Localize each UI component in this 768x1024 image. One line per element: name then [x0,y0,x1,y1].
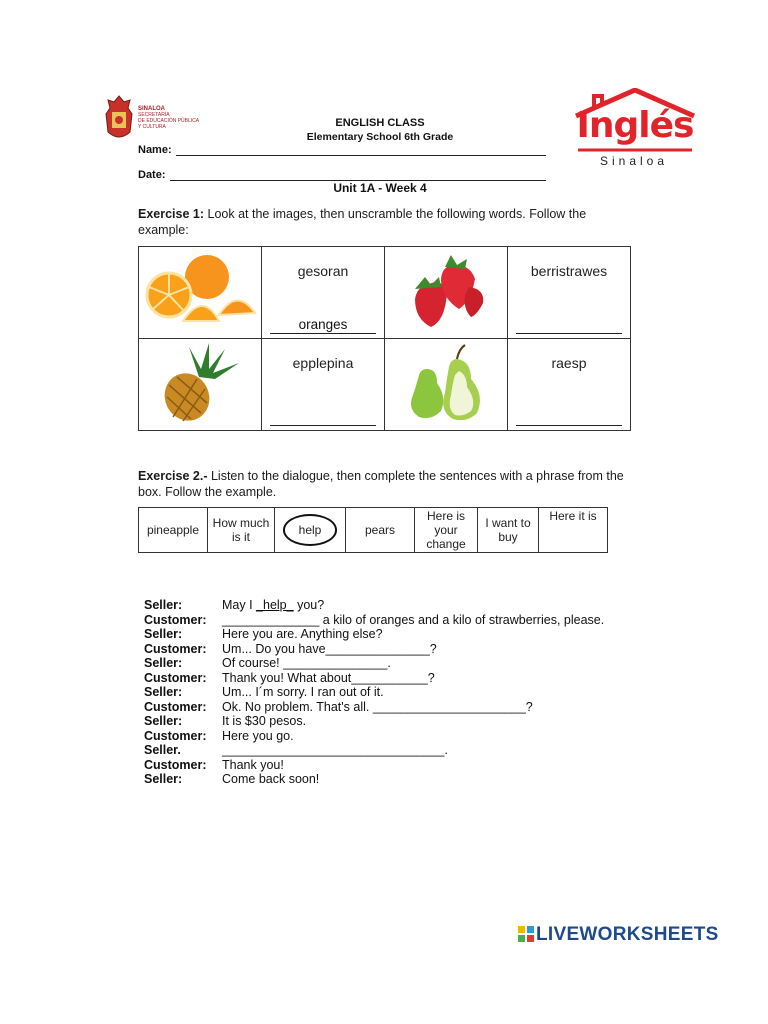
class-title: ENGLISH CLASS [335,117,425,129]
seal-line: Y CULTURA [138,124,166,130]
class-subtitle: Elementary School 6th Grade [306,131,454,143]
exercise1-instructions [138,206,638,238]
dialogue-line [144,598,604,613]
phrase-item: pears [346,508,415,553]
exercise1-table [138,246,631,431]
line-text: Here you are. Anything else? [222,627,383,641]
phrase-box [138,507,608,553]
speaker: Seller: [144,598,183,612]
answer-field[interactable] [270,409,376,426]
exercise1-text: Look at the images, then unscramble the following words. Follow the example: [138,207,587,237]
dialogue-line [144,758,604,773]
speaker: Seller: [144,714,183,728]
word-cell [508,247,631,339]
word-cell [508,339,631,431]
speaker: Seller: [144,685,183,699]
dialogue-line [144,714,604,729]
strawberry-image [385,247,507,333]
line-text[interactable] [222,613,604,628]
seal-line: SECRETARÍA [138,112,170,118]
dialogue-line [144,700,604,715]
exercise2-label: Exercise 2.- [138,469,208,483]
speaker: Customer: [144,728,207,743]
line-text[interactable]: Ok. No problem. That's all. ______________________? [222,699,533,714]
phrase-item: How much is it [208,508,275,553]
unit-heading: Unit 1A - Week 4 [333,181,427,195]
dialogue-line [144,671,604,686]
speaker: Seller. [144,743,181,757]
dialogue-line [144,656,604,671]
orange-image [139,247,261,333]
speaker: Seller: [144,627,183,641]
line-text[interactable]: ________________________________. [222,743,448,757]
dialogue-line [144,729,604,744]
speaker: Customer: [144,612,207,627]
line-text: Here you go. [222,728,294,743]
line-text: Thank you! [222,757,284,772]
speaker: Seller: [144,656,183,670]
dialogue-line [144,613,604,628]
exercise1-label: Exercise 1: [138,207,205,221]
phrase-item: Here is your change [415,508,478,553]
phrase-item-circled [275,508,346,553]
line-before: May I [222,598,257,612]
exercise2-instructions [138,468,638,500]
pear-image [385,339,507,425]
speaker: Customer: [144,699,207,714]
sinaloa-seal-icon [104,94,134,142]
phrase-item: pineapple [139,508,208,553]
line-text [222,598,324,613]
example-answer: _help_ [256,598,294,612]
liveworksheets-text: LIVEWORKSHEETS [536,924,719,945]
answer-field[interactable] [516,409,622,426]
seal-line: DE EDUCACIÓN PÚBLICA [138,118,200,124]
line-after: you? [293,598,325,612]
phrase-item: Here it is [539,508,608,553]
line-text: Um... I´m sorry. I ran out of it. [222,685,384,699]
name-field[interactable] [176,155,546,156]
pear-cell [385,339,508,431]
orange-cell [139,247,262,339]
pineapple-image [139,339,261,425]
dialogue-line [144,642,604,657]
dialogue-line [144,743,604,758]
exercise2-text: Listen to the dialogue, then complete the sentences with a phrase from the box. Follow the example. [138,469,624,499]
ingles-logo-text: Inglés [576,105,694,146]
word-cell [262,339,385,431]
liveworksheets-icon [518,926,534,942]
pineapple-cell [139,339,262,431]
speaker: Customer: [144,641,207,656]
seal-caption [138,106,199,130]
phrase-item: I want to buy [478,508,539,553]
scrambled-word: berristrawes [530,263,608,279]
word-cell [262,247,385,339]
line-before: ______________ [222,612,320,627]
dialogue [144,598,604,787]
answer-field[interactable]: oranges [270,317,376,334]
speaker: Customer: [144,670,207,685]
strawberry-cell [385,247,508,339]
dialogue-line [144,772,604,787]
scrambled-word: gesoran [297,263,349,279]
line-text[interactable]: Thank you! What about___________? [222,670,435,685]
speaker: Customer: [144,757,207,772]
scrambled-word: epplepina [292,355,354,371]
liveworksheets-logo[interactable] [518,924,719,946]
line-text[interactable]: Um... Do you have_______________? [222,641,437,656]
line-text[interactable]: Of course! _______________. [222,656,391,670]
seal-line: SINALOA [138,106,165,112]
name-label: Name: [138,144,172,156]
scrambled-word: raesp [551,355,587,371]
circled-phrase: help [283,514,338,546]
answer-field[interactable] [516,317,622,334]
dialogue-line [144,627,604,642]
line-text: Come back soon! [222,772,320,786]
dialogue-line [144,685,604,700]
speaker: Seller: [144,772,183,786]
line-after: a kilo of oranges and a kilo of strawberries, please. [319,612,605,627]
ingles-logo-subtitle: Sinaloa [600,154,669,168]
line-text: It is $30 pesos. [222,714,307,728]
date-label: Date: [138,169,166,181]
